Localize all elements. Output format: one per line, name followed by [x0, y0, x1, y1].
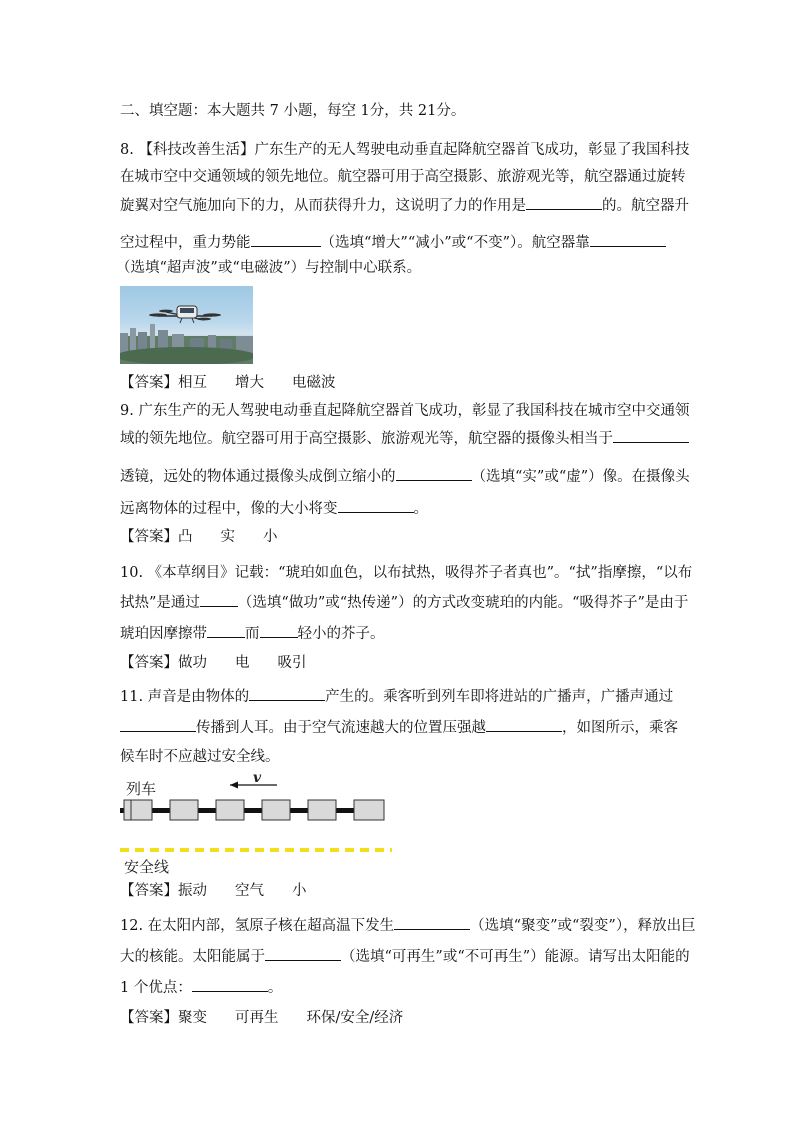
answer-value: 相互	[178, 375, 207, 391]
q11-text: 传播到人耳。由于空气流速越大的位置压强越	[196, 720, 486, 736]
q10-line-3	[120, 622, 385, 644]
q11-line-3: 候车时不应越过安全线。	[120, 749, 280, 765]
q8-text: （选填“增大”“减小”或“不变”）。航空器靠	[320, 235, 590, 251]
q8-line-3	[120, 194, 689, 216]
answer-blank[interactable]	[486, 716, 562, 732]
q9-text: 。	[413, 501, 428, 517]
train-car	[124, 800, 152, 820]
answer-value: 振动	[178, 883, 207, 899]
answer-blank[interactable]	[260, 622, 298, 638]
q8-answer	[120, 373, 336, 393]
answer-blank[interactable]	[265, 945, 341, 961]
answer-blank[interactable]	[207, 622, 245, 638]
q9-text: 远离物体的过程中，像的大小将变	[120, 501, 338, 517]
q11-line-1	[120, 685, 673, 707]
q9-line-2	[120, 427, 689, 449]
answer-blank[interactable]	[590, 231, 666, 247]
q12-line-1	[120, 914, 696, 936]
train-car	[262, 800, 290, 820]
train-car	[354, 800, 384, 820]
velocity-label: v	[253, 770, 262, 786]
train-safety-line-diagram	[120, 770, 400, 876]
answer-blank[interactable]	[613, 427, 689, 443]
q10-text: 而	[245, 626, 260, 642]
answer-blank[interactable]	[200, 591, 238, 607]
answer-value: 凸	[178, 529, 193, 545]
q11-text: 产生的。乘客听到列车即将进站的广播声，广播声通过	[325, 689, 674, 705]
answer-value: 可再生	[235, 1010, 279, 1026]
answer-label: 【答案】	[120, 883, 178, 899]
answer-label: 【答案】	[120, 1010, 178, 1026]
answer-value: 电磁波	[292, 375, 336, 391]
q10-text: 轻小的芥子。	[297, 626, 385, 642]
answer-value: 吸引	[277, 655, 307, 671]
velocity-arrow-icon	[230, 782, 277, 789]
answer-blank[interactable]	[251, 231, 321, 247]
q8-line-4	[120, 231, 666, 253]
answer-blank[interactable]	[120, 716, 196, 732]
q8-line-5: （选填“超声波”或“电磁波”）与控制中心联系。	[116, 260, 422, 276]
answer-value: 聚变	[178, 1010, 207, 1026]
train-car	[308, 800, 336, 820]
answer-label: 【答案】	[120, 655, 178, 671]
q12-text: （选填“聚变”或“裂变”），释放出巨	[470, 918, 696, 934]
section-header: 二、填空题：本大题共 7 小题，每空 1分，共 21分。	[120, 103, 466, 119]
answer-value: 实	[220, 529, 235, 545]
train-label: 列车	[126, 780, 157, 798]
q9-line-3	[120, 465, 690, 487]
train-diagram-svg	[120, 770, 400, 870]
answer-blank[interactable]	[526, 194, 602, 210]
answer-value: 空气	[235, 883, 264, 899]
q11-text: 11. 声音是由物体的	[120, 689, 250, 705]
q9-text: （选填“实”或“虚”）像。在摄像头	[471, 469, 690, 485]
q12-text: 12. 在太阳内部，氢原子核在超高温下发生	[120, 918, 395, 934]
answer-blank[interactable]	[338, 497, 414, 513]
q9-line-1: 9. 广东生产的无人驾驶电动垂直起降航空器首飞成功，彰显了我国科技在城市空中交通领	[120, 403, 690, 419]
q11-text: ，如图所示，乘客	[562, 720, 678, 736]
q12-answer	[120, 1008, 403, 1028]
q9-line-4	[120, 497, 428, 519]
answer-blank[interactable]	[249, 685, 325, 701]
q8-text: 的。航空器升	[602, 198, 689, 214]
q10-answer	[120, 653, 307, 673]
q8-text: 旋翼对空气施加向下的力，从而获得升力，这说明了力的作用是	[120, 198, 526, 214]
q10-line-1: 10. 《本草纲目》记载：“琥珀如血色，以布拭热，吸得芥子者真也”。“拭”指摩擦，“以布	[120, 565, 693, 581]
train-car	[216, 800, 244, 820]
q10-text: （选填“做功”或“热传递”）的方式改变琥珀的内能。“吸得芥子”是由于	[237, 595, 689, 611]
q12-line-2	[120, 945, 690, 967]
answer-value: 做功	[178, 655, 207, 671]
q8-line-1: 8. 【科技改善生活】广东生产的无人驾驶电动垂直起降航空器首飞成功，彰显了我国科技	[120, 142, 690, 158]
q9-text: 域的领先地位。航空器可用于高空摄影、旅游观光等，航空器的摄像头相当于	[120, 431, 613, 447]
q8-line-2: 在城市空中交通领域的领先地位。航空器可用于高空摄影、旅游观光等，航空器通过旋转	[120, 169, 686, 185]
answer-value: 小	[263, 529, 278, 545]
train-body	[120, 800, 384, 820]
answer-blank[interactable]	[394, 914, 470, 930]
answer-label: 【答案】	[120, 529, 178, 545]
drone-over-city-image	[120, 286, 253, 364]
q12-line-3	[120, 976, 282, 998]
q11-line-2	[120, 716, 678, 738]
answer-value: 环保/安全/经济	[306, 1010, 404, 1026]
q9-text: 透镜，远处的物体通过摄像头成倒立缩小的	[120, 469, 396, 485]
q11-answer	[120, 881, 307, 901]
q12-text: 1 个优点：	[120, 980, 192, 996]
q10-text: 拭热”是通过	[120, 595, 200, 611]
answer-value: 小	[292, 883, 307, 899]
q9-answer	[120, 527, 278, 547]
answer-value: 增大	[235, 375, 264, 391]
answer-label: 【答案】	[120, 375, 178, 391]
q10-text: 琥珀因摩擦带	[120, 626, 207, 642]
train-coupler-line	[120, 808, 384, 813]
q10-line-2	[120, 591, 688, 613]
safety-line-label: 安全线	[124, 858, 170, 876]
train-car	[170, 800, 198, 820]
drone-icon	[149, 306, 221, 323]
answer-value: 电	[235, 655, 250, 671]
q12-text: 大的核能。太阳能属于	[120, 949, 265, 965]
q8-text: 空过程中，重力势能	[120, 235, 251, 251]
answer-blank[interactable]	[192, 976, 268, 992]
answer-blank[interactable]	[396, 465, 472, 481]
q12-text: 。	[267, 980, 283, 996]
drone-photo	[120, 286, 253, 364]
q12-text: （选填“可再生”或“不可再生”）能源。请写出太阳能的	[341, 949, 690, 965]
